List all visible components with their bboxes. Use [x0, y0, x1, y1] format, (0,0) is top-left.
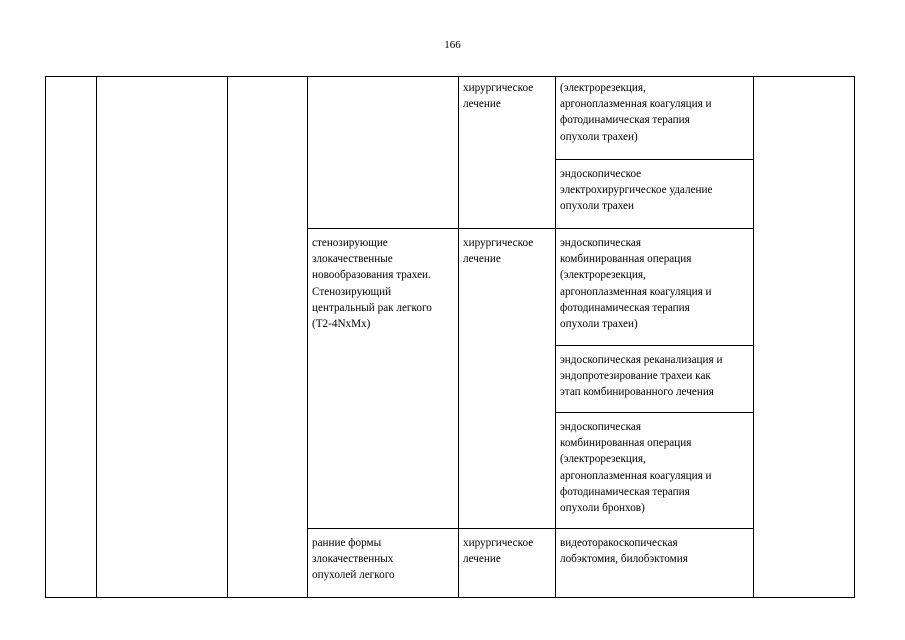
method-cell: эндоскопическая комбинированная операция (электрорезекция, аргоноплазменная коагуляция и фотодинамическая терапия опухоли трахеи): [560, 237, 712, 331]
row-divider-2: [307, 528, 754, 529]
method-divider-2: [555, 345, 754, 346]
table-border-top: [45, 76, 855, 77]
condition-cell: ранние формы злокачественных опухолей легкого: [312, 537, 395, 582]
column-divider-6: [753, 76, 754, 598]
method-cell: эндоскопическая реканализация и эндопротезирование трахеи как этап комбинированного лечения: [560, 354, 723, 399]
method-divider-1: [555, 159, 754, 160]
treatment-type-cell: хирургическое лечение: [463, 82, 534, 111]
method-cell: (электрорезекция, аргоноплазменная коагуляция и фотодинамическая терапия опухоли трахеи): [560, 82, 712, 143]
table-border-bottom: [45, 597, 855, 598]
method-divider-3: [555, 412, 754, 413]
medical-care-table: [45, 76, 855, 598]
row-divider-1: [307, 228, 754, 229]
column-divider-2: [227, 76, 228, 598]
method-cell: видеоторакоскопическая лобэктомия, билобэктомия: [560, 537, 688, 566]
column-divider-4: [458, 76, 459, 598]
column-divider-5: [555, 76, 556, 598]
table-border-left: [45, 76, 46, 598]
treatment-type-cell: хирургическое лечение: [463, 537, 534, 566]
column-divider-3: [307, 76, 308, 598]
column-divider-1: [96, 76, 97, 598]
condition-cell: стенозирующие злокачественные новообразования трахеи. Стенозирующий центральный рак легкого (T2-4NxMx): [312, 237, 432, 331]
treatment-type-cell: хирургическое лечение: [463, 237, 534, 266]
page-number: 166: [444, 39, 461, 51]
method-cell: эндоскопическое электрохирургическое удаление опухоли трахеи: [560, 168, 713, 213]
table-border-right: [854, 76, 855, 598]
method-cell: эндоскопическая комбинированная операция (электрорезекция, аргоноплазменная коагуляция и фотодинамическая терапия опухоли бронхов): [560, 421, 712, 515]
